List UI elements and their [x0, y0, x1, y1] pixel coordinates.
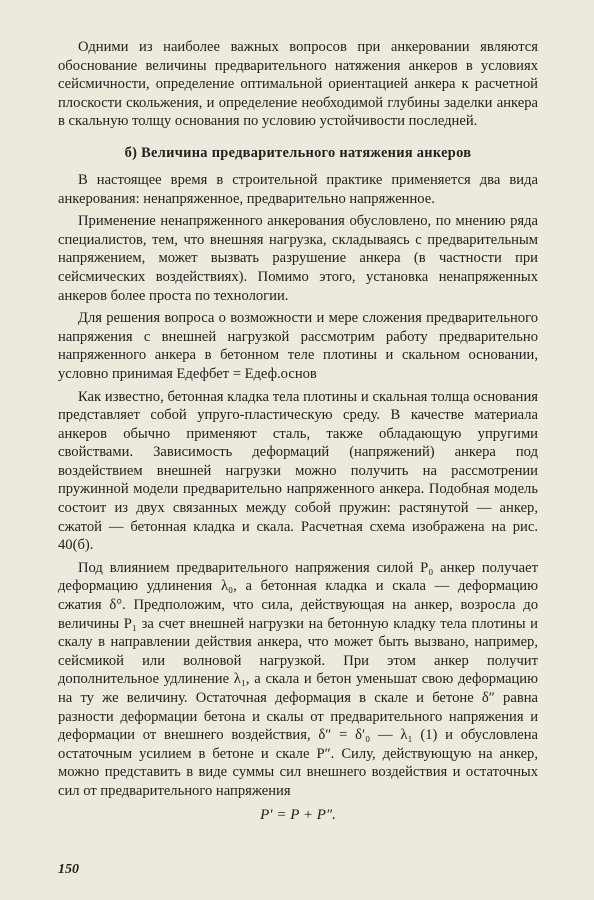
- paragraph-intro: Одними из наиболее важных вопросов при анкеровании являются обоснование величины предварительного натяжения анкеров в условиях сейсмичности, определение оптимальной ориентацией анкера к расчетной плоскости скольжения, и определение необходимой глубины заделки анкера в скальную толщу основания по условию устойчивости последней.: [58, 39, 538, 130]
- paragraph-anchoring-types: В настоящее время в строительной практике применяется два вида анкерования: ненапряженное, предварительно напряженное.: [58, 171, 538, 207]
- section-heading: б) Величина предварительного натяжения анкеров: [124, 144, 472, 161]
- paragraph-unstressed-anchoring: Применение ненапряженного анкерования обусловлено, по мнению ряда специалистов, тем, что внешняя нагрузка, складываясь с предварительным напряжением, может вызвать разрушение анкера (в частности при сейсмических воздействиях). Помимо этого, установка ненапряженных анкеров более проста по технологии.: [58, 213, 538, 304]
- paragraph-spring-model: Как известно, бетонная кладка тела плотины и скальная толща основания представляет собой упруго-пластическую среду. В качестве материала анкеров обычно применяют сталь, также обладающую упругими свойствами. Зависимость деформаций (напряжений) анкера под воздействием внешней нагрузки можно получить на рассмотрении пружинной модели предварительно напряженного анкера. Подобная модель состоит из двух связанных между собой пружин: растянутой — анкер, сжатой — бетонная кладка и скала. Расчетная схема изображена на рис. 40(б).: [58, 388, 538, 554]
- force-formula: P′ = P + P″.: [260, 806, 336, 823]
- paragraph-deformation: Под влиянием предварительного напряжения силой P₀ анкер получает деформацию удлинения λ₀, а бетонная кладка и скала — деформацию сжатия δ°. Предположим, что сила, действующая на анкер, возросла до величины P₁ за счет внешней нагрузки на бетонную кладку тела плотины и скалу в направлении действия анкера, что может быть вызвано, например, сейсмикой или волновой нагрузкой. При этом анкер получит дополнительное удлинение λ₁, а скала и бетон уменьшат свою деформацию на ту же величину. Остаточная деформация в скале и бетоне δ″ равна разности деформации бетона и скалы от предварительного напряжения и деформации от внешнего воздействия, δ″ = δ′₀ — λ₁ (1) и обусловлена остаточным усилием в бетоне и скале P″. Силу, действующую на анкер, можно представить в виде суммы сил внешнего воздействия и остаточных сил от предварительного напряжения: [58, 559, 538, 799]
- paragraph-prestress-question: Для решения вопроса о возможности и мере сложения предварительного напряжения с внешней нагрузкой рассмотрим работу предварительно напряженного анкера в бетонном теле плотины и скальном основании, условно принимая Eдефбет = Eдеф.основ: [58, 310, 538, 382]
- page-number: 150: [58, 862, 79, 877]
